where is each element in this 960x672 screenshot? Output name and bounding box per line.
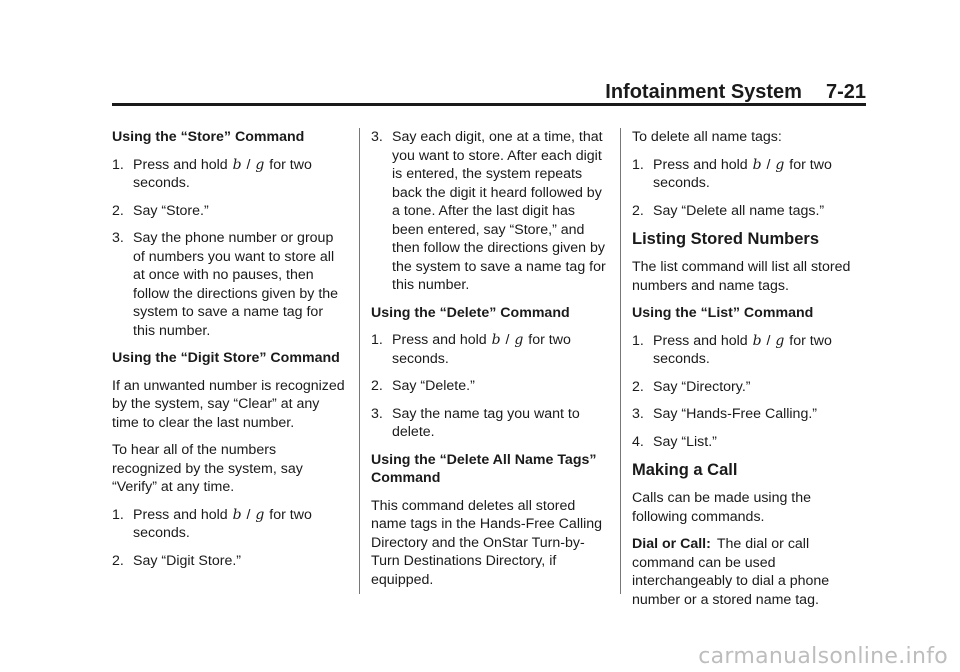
subheading-digit-store: Using the “Digit Store” Command bbox=[112, 350, 340, 366]
step-item bbox=[112, 202, 348, 221]
definition-text: The dial or call command can be used interchangeably to dial a phone number or a stored name tag. bbox=[632, 536, 830, 608]
talk-icon: b bbox=[752, 156, 762, 173]
paragraph: To hear all of the numbers recognized by the system, say “Verify” at any time. bbox=[112, 442, 303, 495]
phone-icon: g bbox=[255, 506, 265, 523]
paragraph: Calls can be made using the following commands. bbox=[632, 490, 812, 525]
step-number: 1. bbox=[112, 156, 124, 173]
step-number: 3. bbox=[112, 230, 124, 246]
step-text: Say the phone number or group of numbers you want to store all at once with no pauses, then follow the directions given by the system to save a name tag for this number. bbox=[133, 230, 339, 339]
talk-icon: b bbox=[752, 332, 762, 349]
step-item bbox=[112, 506, 348, 543]
step-text: Say “Digit Store.” bbox=[133, 552, 242, 569]
step-number: 2. bbox=[632, 202, 644, 219]
phone-icon: g bbox=[775, 332, 785, 349]
subheading-delete-all: Using the “Delete All Name Tags” Command bbox=[371, 451, 597, 486]
step-item bbox=[112, 156, 348, 193]
step-item bbox=[632, 433, 868, 452]
definition-term: Dial or Call: bbox=[632, 536, 711, 552]
phone-icon: g bbox=[514, 332, 524, 348]
step-item bbox=[371, 377, 607, 396]
step-item bbox=[632, 156, 868, 193]
phone-icon: g bbox=[255, 156, 265, 173]
step-item bbox=[632, 378, 868, 397]
paragraph: This command deletes all stored name tags in the Hands-Free Calling Directory and the OnStar Turn-by-Turn Destinations Directory, if equipped. bbox=[371, 497, 603, 588]
step-item bbox=[632, 405, 868, 424]
step-text: Say “Delete all name tags.” bbox=[653, 202, 825, 219]
step-text: Say the name tag you want to delete. bbox=[392, 405, 580, 440]
step-item bbox=[112, 552, 348, 571]
subheading-delete: Using the “Delete” Command bbox=[371, 304, 570, 321]
step-text: / bbox=[242, 506, 255, 523]
step-item bbox=[371, 128, 607, 295]
step-text: Say “Directory.” bbox=[653, 378, 751, 395]
step-number: 2. bbox=[112, 202, 124, 219]
column-3 bbox=[632, 128, 868, 618]
step-text: / bbox=[762, 156, 775, 173]
step-text: Say “Store.” bbox=[133, 202, 209, 219]
page-header bbox=[112, 78, 866, 106]
subheading-list: Using the “List” Command bbox=[632, 305, 814, 321]
step-text: Press and hold bbox=[133, 506, 232, 523]
column-divider bbox=[359, 128, 360, 594]
step-text: Press and hold bbox=[653, 156, 752, 173]
phone-icon: g bbox=[775, 156, 785, 173]
subheading-store: Using the “Store” Command bbox=[112, 129, 305, 145]
step-number: 1. bbox=[371, 332, 383, 348]
step-item bbox=[632, 332, 868, 369]
section-title: Infotainment System bbox=[605, 81, 802, 103]
paragraph: To delete all name tags: bbox=[632, 129, 782, 145]
talk-icon: b bbox=[232, 506, 242, 523]
step-item bbox=[371, 405, 607, 442]
step-item bbox=[371, 331, 607, 368]
step-number: 3. bbox=[371, 405, 383, 422]
step-number: 2. bbox=[112, 552, 124, 569]
step-text: / bbox=[242, 156, 255, 173]
step-text: Press and hold bbox=[653, 332, 752, 349]
step-text: Say “Delete.” bbox=[392, 378, 475, 394]
step-number: 3. bbox=[632, 406, 644, 422]
step-text: / bbox=[501, 332, 514, 348]
column-divider bbox=[620, 128, 621, 594]
paragraph: The list command will list all stored numbers and name tags. bbox=[632, 259, 851, 294]
step-text: Say “Hands-Free Calling.” bbox=[653, 406, 818, 422]
step-text: Press and hold bbox=[133, 156, 232, 173]
step-text: for two seconds. bbox=[133, 156, 312, 191]
step-item bbox=[632, 202, 868, 221]
step-text: / bbox=[762, 332, 775, 349]
step-text: for two seconds. bbox=[133, 506, 312, 541]
step-text: for two seconds. bbox=[392, 332, 571, 367]
definition-paragraph bbox=[632, 535, 868, 609]
step-number: 1. bbox=[632, 332, 644, 349]
step-text: for two seconds. bbox=[653, 156, 832, 191]
step-number: 1. bbox=[112, 506, 124, 523]
step-text: Say each digit, one at a time, that you want to store. After each digit is entered, the system repeats back the digit it heard followed by a tone. After the last digit has been entered, say “Store,” and then follow the directions given by the system to save a name tag for this number. bbox=[392, 129, 606, 293]
column-1 bbox=[112, 128, 348, 579]
step-number: 2. bbox=[371, 378, 383, 394]
column-2 bbox=[371, 128, 607, 598]
talk-icon: b bbox=[491, 332, 501, 348]
paragraph: If an unwanted number is recognized by the system, say “Clear” at any time to clear the last number. bbox=[112, 377, 345, 431]
step-number: 3. bbox=[371, 129, 383, 145]
section-heading-listing: Listing Stored Numbers bbox=[632, 230, 820, 248]
step-text: Press and hold bbox=[392, 332, 491, 348]
step-number: 2. bbox=[632, 378, 644, 395]
talk-icon: b bbox=[232, 156, 242, 173]
step-text: Say “List.” bbox=[653, 433, 717, 450]
step-item bbox=[112, 229, 348, 340]
watermark: carmanualsonline.info bbox=[698, 643, 948, 669]
step-text: for two seconds. bbox=[653, 332, 832, 367]
step-number: 4. bbox=[632, 433, 644, 450]
page-number: 7-21 bbox=[825, 81, 866, 103]
header-rule bbox=[112, 103, 866, 106]
step-number: 1. bbox=[632, 156, 644, 173]
section-heading-making-call: Making a Call bbox=[632, 461, 738, 479]
